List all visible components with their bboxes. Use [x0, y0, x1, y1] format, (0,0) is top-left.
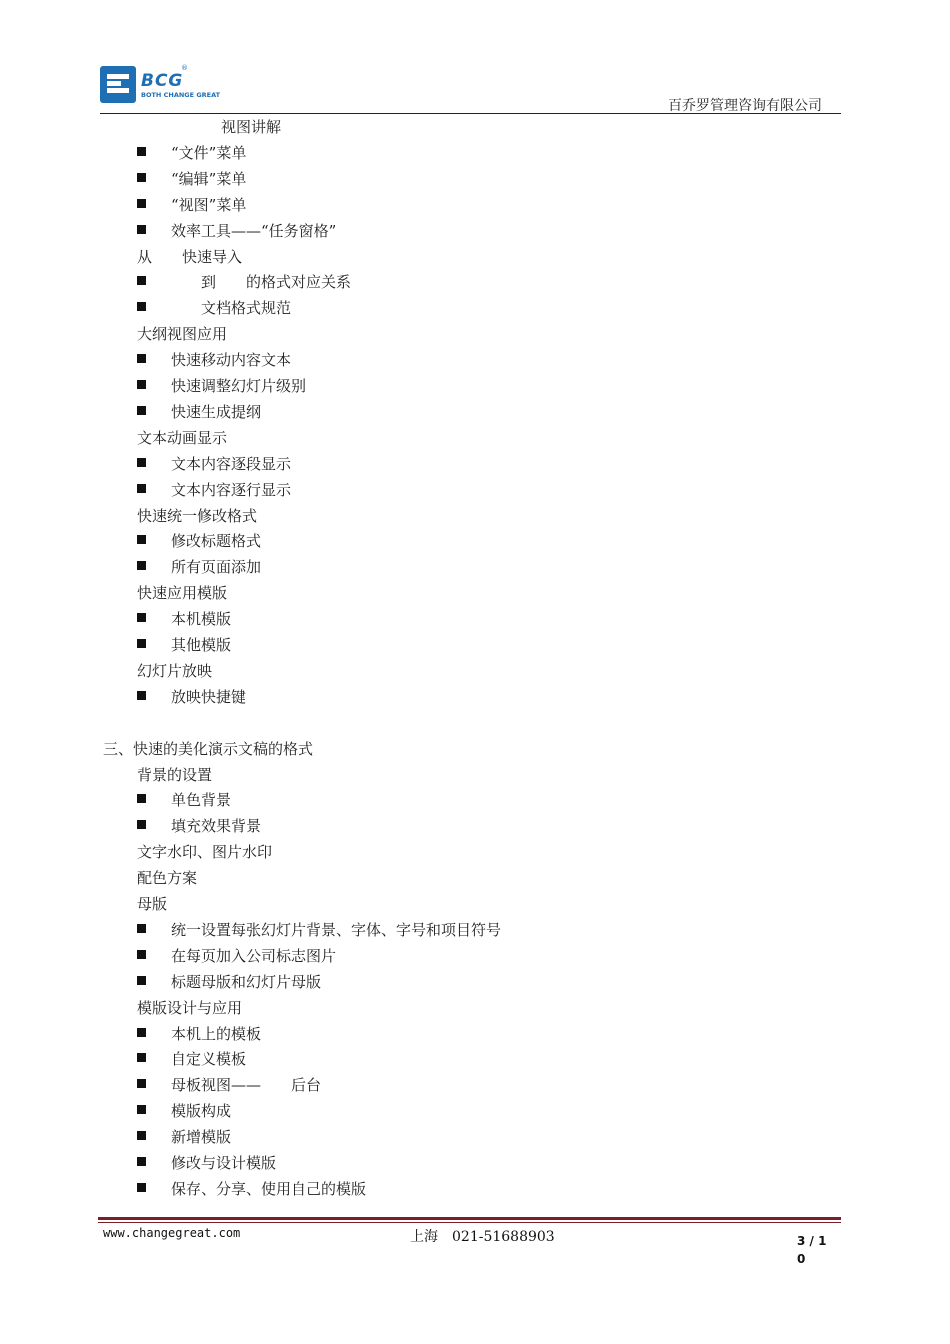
bullet-item: [0, 1021, 950, 1047]
bullet-item: [0, 140, 950, 166]
bullet-item: [0, 1176, 950, 1202]
square-bullet-icon: [137, 950, 146, 959]
bcg-logo: [100, 66, 230, 104]
square-bullet-icon: [137, 302, 146, 311]
bullet-item-text: 统一设置每张幻灯片背景、字体、字号和项目符号: [171, 921, 502, 939]
square-bullet-icon: [137, 535, 146, 544]
bullet-item: [0, 192, 950, 218]
bullet-item: [0, 269, 950, 295]
bullet-item: [0, 969, 950, 995]
heading-line: 背景的设置: [137, 766, 213, 784]
heading-line: 视图讲解: [221, 118, 282, 136]
bullet-item: [0, 218, 950, 244]
bullet-item: [0, 347, 950, 373]
bullet-item: [0, 373, 950, 399]
bullet-item-text: 标题母版和幻灯片母版: [171, 973, 322, 991]
heading-line: 文本动画显示: [137, 429, 228, 447]
bullet-item-text: 文档格式规范: [171, 299, 292, 317]
logo-text: BCG: [141, 71, 184, 91]
square-bullet-icon: [137, 458, 146, 467]
bullet-item: [0, 606, 950, 632]
heading-line: 大纲视图应用: [137, 325, 228, 343]
bullet-item: [0, 632, 950, 658]
bullet-item-text: 单色背景: [171, 791, 232, 809]
square-bullet-icon: [137, 691, 146, 700]
square-bullet-icon: [137, 276, 146, 285]
square-bullet-icon: [137, 199, 146, 208]
bullet-item-text: 放映快捷键: [171, 688, 247, 706]
bullet-item: [0, 166, 950, 192]
heading-line: 三、快速的美化演示文稿的格式: [103, 740, 314, 758]
bullet-item-text: 快速生成提纲: [171, 403, 262, 421]
page-number-line-1: 3 / 1: [797, 1234, 827, 1248]
bullet-item: [0, 399, 950, 425]
square-bullet-icon: [137, 1028, 146, 1037]
bullet-item: [0, 477, 950, 503]
bullet-item-text: 修改标题格式: [171, 532, 262, 550]
square-bullet-icon: [137, 1053, 146, 1062]
heading-line: 快速应用模版: [137, 584, 228, 602]
square-bullet-icon: [137, 484, 146, 493]
square-bullet-icon: [137, 147, 146, 156]
bullet-item-text: 快速调整幻灯片级别: [171, 377, 307, 395]
heading-line: 配色方案: [137, 869, 198, 887]
bullet-item-text: 效率工具——“任务窗格”: [171, 222, 337, 240]
square-bullet-icon: [137, 225, 146, 234]
bullet-item-text: “编辑”菜单: [171, 170, 247, 188]
bullet-item: [0, 1124, 950, 1150]
bullet-item-text: 母板视图—— 后台: [171, 1076, 322, 1094]
bullet-item: [0, 917, 950, 943]
bullet-item-text: 修改与设计模版: [171, 1154, 277, 1172]
bullet-item-text: “文件”菜单: [171, 144, 247, 162]
bullet-item-text: 模版构成: [171, 1102, 232, 1120]
heading-line: 模版设计与应用: [137, 999, 243, 1017]
header-divider: [100, 113, 841, 114]
square-bullet-icon: [137, 561, 146, 570]
heading-line: 幻灯片放映: [137, 662, 213, 680]
bullet-item-text: 在每页加入公司标志图片: [171, 947, 337, 965]
square-bullet-icon: [137, 380, 146, 389]
bullet-item: [0, 1150, 950, 1176]
logo-registered-mark: ®: [181, 64, 188, 72]
bullet-item: [0, 684, 950, 710]
footer-divider: [98, 1217, 841, 1220]
bullet-item: [0, 787, 950, 813]
bullet-item: [0, 1046, 950, 1072]
bullet-item-text: 快速移动内容文本: [171, 351, 292, 369]
square-bullet-icon: [137, 1183, 146, 1192]
square-bullet-icon: [137, 1079, 146, 1088]
square-bullet-icon: [137, 354, 146, 363]
footer-divider-thin: [98, 1222, 841, 1223]
bullet-item-text: 填充效果背景: [171, 817, 262, 835]
square-bullet-icon: [137, 794, 146, 803]
bullet-item-text: 到 的格式对应关系: [171, 273, 352, 291]
bullet-item-text: 自定义模板: [171, 1050, 247, 1068]
square-bullet-icon: [137, 820, 146, 829]
page-number: [797, 1232, 841, 1268]
heading-line: 母版: [137, 895, 168, 913]
bullet-item-text: 其他模版: [171, 636, 232, 654]
square-bullet-icon: [137, 976, 146, 985]
bullet-item-text: “视图”菜单: [171, 196, 247, 214]
footer-phone: 上海 021-51688903: [410, 1229, 555, 1245]
logo-subtitle: BOTH CHANGE GREAT: [141, 91, 221, 99]
bullet-item: [0, 1098, 950, 1124]
square-bullet-icon: [137, 639, 146, 648]
bullet-item: [0, 528, 950, 554]
bullet-item-text: 文本内容逐行显示: [171, 481, 292, 499]
bullet-item-text: 所有页面添加: [171, 558, 262, 576]
square-bullet-icon: [137, 173, 146, 182]
bullet-item-text: 新增模版: [171, 1128, 232, 1146]
square-bullet-icon: [137, 1157, 146, 1166]
square-bullet-icon: [137, 924, 146, 933]
bullet-item: [0, 943, 950, 969]
company-name: 百乔罗管理咨询有限公司: [668, 98, 822, 114]
heading-line: 快速统一修改格式: [137, 507, 258, 525]
square-bullet-icon: [137, 613, 146, 622]
footer-website: www.changegreat.com: [103, 1226, 241, 1240]
bullet-item-text: 保存、分享、使用自己的模版: [171, 1180, 367, 1198]
bullet-item: [0, 1072, 950, 1098]
bullet-item: [0, 813, 950, 839]
bullet-item-text: 本机模版: [171, 610, 232, 628]
bullet-item: [0, 554, 950, 580]
heading-line: 文字水印、图片水印: [137, 843, 273, 861]
square-bullet-icon: [137, 1131, 146, 1140]
square-bullet-icon: [137, 406, 146, 415]
page-number-line-2: 0: [797, 1252, 806, 1266]
bullet-item: [0, 295, 950, 321]
logo-mark-icon: [100, 66, 136, 103]
bullet-item-text: 本机上的模板: [171, 1025, 262, 1043]
square-bullet-icon: [137, 1105, 146, 1114]
bullet-item: [0, 451, 950, 477]
heading-line: 从 快速导入: [137, 248, 243, 266]
bullet-item-text: 文本内容逐段显示: [171, 455, 292, 473]
